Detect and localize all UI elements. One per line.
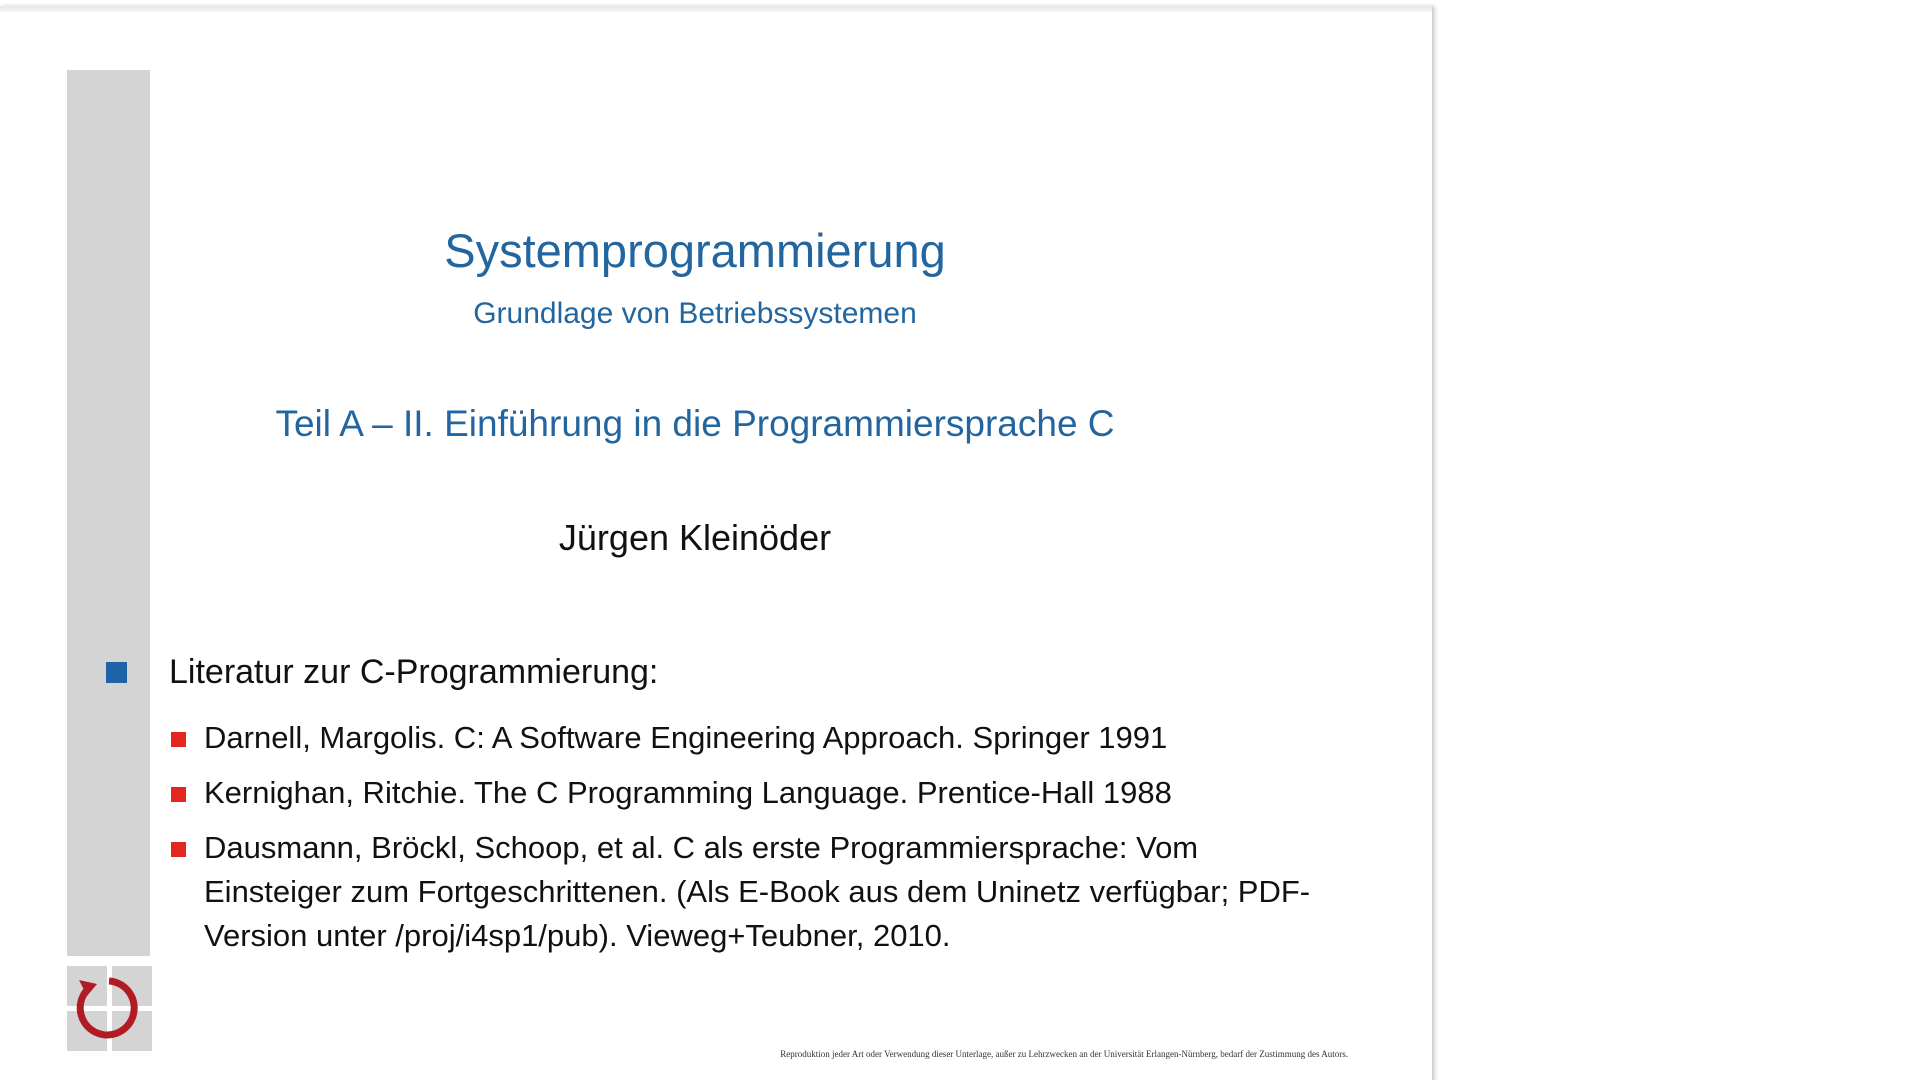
blue-square-bullet-icon [106,662,127,683]
literature-item-text: Darnell, Margolis. C: A Software Engineering Approach. Springer 1991 [204,720,1168,755]
literature-item [171,826,1311,958]
slide-sidebar-decoration [67,70,150,956]
literature-heading [106,653,658,692]
red-square-bullet-icon [171,842,186,857]
red-square-bullet-icon [171,732,186,747]
literature-item [171,716,1311,760]
university-logo-icon [67,966,152,1051]
literature-item [171,771,1311,815]
literature-list [171,716,1311,969]
literature-item-text: Kernighan, Ritchie. The C Programming Language. Prentice-Hall 1988 [204,775,1172,810]
slide-subtitle: Grundlage von Betriebssystemen [473,297,917,330]
part-title: Teil A – II. Einführung in die Programmiersprache C [275,403,1115,444]
author-name: Jürgen Kleinöder [558,517,832,558]
literature-item-text: Dausmann, Bröckl, Schoop, et al. C als erste Programmiersprache: Vom Einsteiger zum Fortgeschrittenen. (Als E-Book aus dem Uninetz verfügbar; PDF-Version unter /proj/i4sp1/pub). Vieweg+Teubner, 2010. [204,830,1311,953]
copyright-footer: Reproduktion jeder Art oder Verwendung dieser Unterlage, außer zu Lehrzwecken an der Universität Erlangen-Nürnberg, bedarf der Zustimmung des Autors. [780,1049,1348,1059]
red-square-bullet-icon [171,787,186,802]
page-top-edge [0,6,1432,12]
slide-title: Systemprogrammierung [444,224,946,277]
slide-page [0,6,1433,1080]
literature-heading-text: Literatur zur C-Programmierung: [169,653,659,691]
